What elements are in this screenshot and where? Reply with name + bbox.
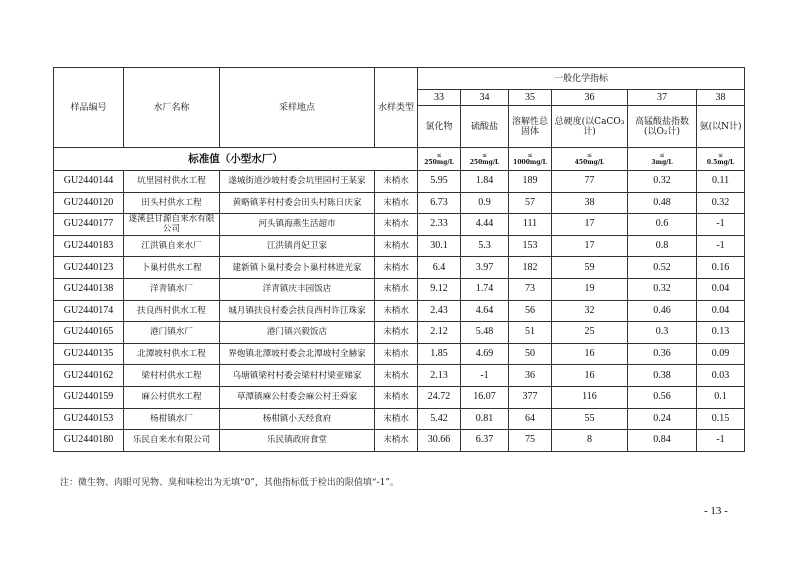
value-cell: 0.09: [697, 343, 745, 365]
location-cell: 遂城街道沙坡村委会坑里园村王某家: [220, 171, 375, 193]
location-cell: 江洪镇肖妃卫家: [220, 235, 375, 257]
value-cell: 17: [552, 235, 628, 257]
value-cell: 4.44: [461, 214, 509, 236]
plant-name-cell: 扶良西村供水工程: [124, 300, 220, 322]
value-cell: 0.32: [628, 171, 697, 193]
value-cell: 16: [552, 343, 628, 365]
value-cell: 6.73: [418, 192, 461, 214]
value-cell: 2.43: [418, 300, 461, 322]
water-type-cell: 末梢水: [375, 278, 418, 300]
sample-id-cell: GU2440162: [54, 365, 124, 387]
value-cell: 16.07: [461, 386, 509, 408]
value-cell: 5.48: [461, 322, 509, 344]
water-type-cell: 末梢水: [375, 408, 418, 430]
sample-id-cell: GU2440159: [54, 386, 124, 408]
water-type-cell: 末梢水: [375, 322, 418, 344]
value-cell: 0.38: [628, 365, 697, 387]
location-cell: 港门镇兴毅饭店: [220, 322, 375, 344]
indicator-number: 38: [697, 90, 745, 106]
value-cell: 0.8: [628, 235, 697, 257]
standard-limit: [552, 148, 628, 171]
value-cell: 51: [509, 322, 552, 344]
value-cell: 0.36: [628, 343, 697, 365]
value-cell: 24.72: [418, 386, 461, 408]
value-cell: 64: [509, 408, 552, 430]
value-cell: 0.04: [697, 278, 745, 300]
standard-limit: [628, 148, 697, 171]
value-cell: 32: [552, 300, 628, 322]
le-symbol: ≤: [481, 152, 488, 159]
sample-id-cell: GU2440135: [54, 343, 124, 365]
value-cell: 1.84: [461, 171, 509, 193]
value-cell: 0.9: [461, 192, 509, 214]
water-type-cell: 末梢水: [375, 257, 418, 279]
sample-id-cell: GU2440180: [54, 430, 124, 452]
sample-id-cell: GU2440183: [54, 235, 124, 257]
limit-value: 250mg/L: [424, 159, 454, 166]
plant-name-cell: 港门镇水厂: [124, 322, 220, 344]
value-cell: 0.13: [697, 322, 745, 344]
table-row: [54, 430, 745, 452]
value-cell: 0.04: [697, 300, 745, 322]
standard-limit: [418, 148, 461, 171]
page-number: - 13 -: [704, 505, 728, 517]
value-cell: -1: [697, 430, 745, 452]
table-row: [54, 235, 745, 257]
water-type-cell: 末梢水: [375, 430, 418, 452]
value-cell: 0.11: [697, 171, 745, 193]
table-row: [54, 408, 745, 430]
value-cell: 0.3: [628, 322, 697, 344]
value-cell: 19: [552, 278, 628, 300]
location-cell: 杨柑镇小天经食府: [220, 408, 375, 430]
le-symbol: ≤: [586, 152, 593, 159]
limit-value: 1000mg/L: [513, 159, 547, 166]
plant-name-cell: 田头村供水工程: [124, 192, 220, 214]
table-row: [54, 343, 745, 365]
sample-id-cell: GU2440123: [54, 257, 124, 279]
indicator-number: 35: [509, 90, 552, 106]
table-row: [54, 171, 745, 193]
value-cell: 0.81: [461, 408, 509, 430]
water-type-cell: 末梢水: [375, 300, 418, 322]
value-cell: 0.24: [628, 408, 697, 430]
water-type-cell: 末梢水: [375, 365, 418, 387]
value-cell: 16: [552, 365, 628, 387]
water-type-cell: 末梢水: [375, 214, 418, 236]
header-sample-id: 样品编号: [54, 68, 124, 148]
water-type-cell: 末梢水: [375, 343, 418, 365]
location-cell: 界炮镇北潭坡村委会北潭坡村全赫家: [220, 343, 375, 365]
sample-id-cell: GU2440120: [54, 192, 124, 214]
value-cell: 182: [509, 257, 552, 279]
sample-id-cell: GU2440144: [54, 171, 124, 193]
value-cell: 0.16: [697, 257, 745, 279]
value-cell: 75: [509, 430, 552, 452]
value-cell: 0.84: [628, 430, 697, 452]
plant-name-cell: 梁村村供水工程: [124, 365, 220, 387]
value-cell: 8: [552, 430, 628, 452]
value-cell: 189: [509, 171, 552, 193]
indicator-name: 总硬度(以CaCO₃计): [552, 106, 628, 148]
water-type-cell: 末梢水: [375, 386, 418, 408]
plant-name-cell: 乐民自来水有限公司: [124, 430, 220, 452]
value-cell: 0.56: [628, 386, 697, 408]
sample-id-cell: GU2440177: [54, 214, 124, 236]
value-cell: 36: [509, 365, 552, 387]
plant-name-cell: 坑里园村供水工程: [124, 171, 220, 193]
le-symbol: ≤: [718, 152, 724, 159]
standard-limit: [509, 148, 552, 171]
limit-value: 250mg/L: [469, 159, 500, 166]
sample-id-cell: GU2440174: [54, 300, 124, 322]
value-cell: 0.32: [628, 278, 697, 300]
value-cell: 2.12: [418, 322, 461, 344]
value-cell: 9.12: [418, 278, 461, 300]
standard-limit: [697, 148, 745, 171]
location-cell: 黄略镇茅村村委会田头村陈日庆家: [220, 192, 375, 214]
le-symbol: ≤: [527, 152, 533, 159]
table-row: [54, 386, 745, 408]
footnote: 注：微生物、肉眼可见物、臭和味检出为无填“0”，其他指标低于检出的限值填“-1”。: [60, 478, 399, 488]
value-cell: 57: [509, 192, 552, 214]
location-cell: 建新镇卜巢村委会卜巢村林进光家: [220, 257, 375, 279]
table-row: [54, 214, 745, 236]
header-plant-name: 水厂名称: [124, 68, 220, 148]
value-cell: 3.97: [461, 257, 509, 279]
location-cell: 城月镇扶良村委会扶良西村许江珠家: [220, 300, 375, 322]
plant-name-cell: 洋青镇水厂: [124, 278, 220, 300]
value-cell: 116: [552, 386, 628, 408]
value-cell: 30.66: [418, 430, 461, 452]
indicator-number: 33: [418, 90, 461, 106]
plant-name-cell: 江洪镇自来水厂: [124, 235, 220, 257]
indicator-name: 氨(以N计): [697, 106, 745, 148]
indicator-number: 34: [461, 90, 509, 106]
value-cell: 55: [552, 408, 628, 430]
water-type-cell: 末梢水: [375, 171, 418, 193]
le-symbol: ≤: [436, 152, 442, 159]
le-symbol: ≤: [659, 152, 665, 159]
value-cell: -1: [697, 235, 745, 257]
plant-name-cell: 卜巢村供水工程: [124, 257, 220, 279]
value-cell: -1: [461, 365, 509, 387]
water-type-cell: 末梢水: [375, 235, 418, 257]
value-cell: 77: [552, 171, 628, 193]
limit-value: 0.5mg/L: [706, 159, 735, 166]
table-row: [54, 278, 745, 300]
value-cell: 5.3: [461, 235, 509, 257]
value-cell: 4.64: [461, 300, 509, 322]
value-cell: 25: [552, 322, 628, 344]
value-cell: 73: [509, 278, 552, 300]
value-cell: 5.42: [418, 408, 461, 430]
value-cell: 1.74: [461, 278, 509, 300]
standard-label: 标准值（小型水厂）: [54, 148, 418, 171]
value-cell: 30.1: [418, 235, 461, 257]
indicator-name: 溶解性总固体: [509, 106, 552, 148]
header-indicator-group: 一般化学指标: [418, 68, 745, 90]
indicator-number: 37: [628, 90, 697, 106]
value-cell: 6.37: [461, 430, 509, 452]
value-cell: 50: [509, 343, 552, 365]
limit-value: 450mg/L: [574, 159, 605, 166]
value-cell: 5.95: [418, 171, 461, 193]
value-cell: 4.69: [461, 343, 509, 365]
water-type-cell: 末梢水: [375, 192, 418, 214]
value-cell: 2.33: [418, 214, 461, 236]
sample-id-cell: GU2440138: [54, 278, 124, 300]
location-cell: 河头镇海燕生活超市: [220, 214, 375, 236]
indicator-name: 硫酸盐: [461, 106, 509, 148]
water-quality-table: [53, 67, 745, 452]
value-cell: 0.6: [628, 214, 697, 236]
table-row: [54, 192, 745, 214]
indicator-name: 高锰酸盐指数(以O₂计): [628, 106, 697, 148]
table-row: [54, 300, 745, 322]
table-row: [54, 365, 745, 387]
table-row: [54, 322, 745, 344]
value-cell: 111: [509, 214, 552, 236]
standard-limit: [461, 148, 509, 171]
value-cell: 0.1: [697, 386, 745, 408]
plant-name-cell: 遂溪县甘源自来水有限公司: [124, 214, 220, 236]
value-cell: 2.13: [418, 365, 461, 387]
indicator-number: 36: [552, 90, 628, 106]
header-water-type: 水样类型: [375, 68, 418, 148]
location-cell: 乌塘镇梁村村委会梁村村梁亚娣家: [220, 365, 375, 387]
value-cell: 1.85: [418, 343, 461, 365]
sample-id-cell: GU2440165: [54, 322, 124, 344]
value-cell: 0.46: [628, 300, 697, 322]
value-cell: 153: [509, 235, 552, 257]
location-cell: 乐民镇政府食堂: [220, 430, 375, 452]
value-cell: 17: [552, 214, 628, 236]
value-cell: 0.48: [628, 192, 697, 214]
limit-value: 3mg/L: [651, 159, 673, 166]
location-cell: 洋青镇庆丰园饭店: [220, 278, 375, 300]
plant-name-cell: 杨柑镇水厂: [124, 408, 220, 430]
plant-name-cell: 北潭坡村供水工程: [124, 343, 220, 365]
value-cell: 38: [552, 192, 628, 214]
plant-name-cell: 麻公村供水工程: [124, 386, 220, 408]
sample-id-cell: GU2440153: [54, 408, 124, 430]
header-location: 采样地点: [220, 68, 375, 148]
value-cell: 377: [509, 386, 552, 408]
value-cell: 0.15: [697, 408, 745, 430]
value-cell: 6.4: [418, 257, 461, 279]
value-cell: 0.03: [697, 365, 745, 387]
value-cell: 56: [509, 300, 552, 322]
value-cell: 59: [552, 257, 628, 279]
value-cell: -1: [697, 214, 745, 236]
value-cell: 0.32: [697, 192, 745, 214]
location-cell: 草潭镇麻公村委会麻公村王舜家: [220, 386, 375, 408]
value-cell: 0.52: [628, 257, 697, 279]
table-row: [54, 257, 745, 279]
indicator-name: 氯化物: [418, 106, 461, 148]
